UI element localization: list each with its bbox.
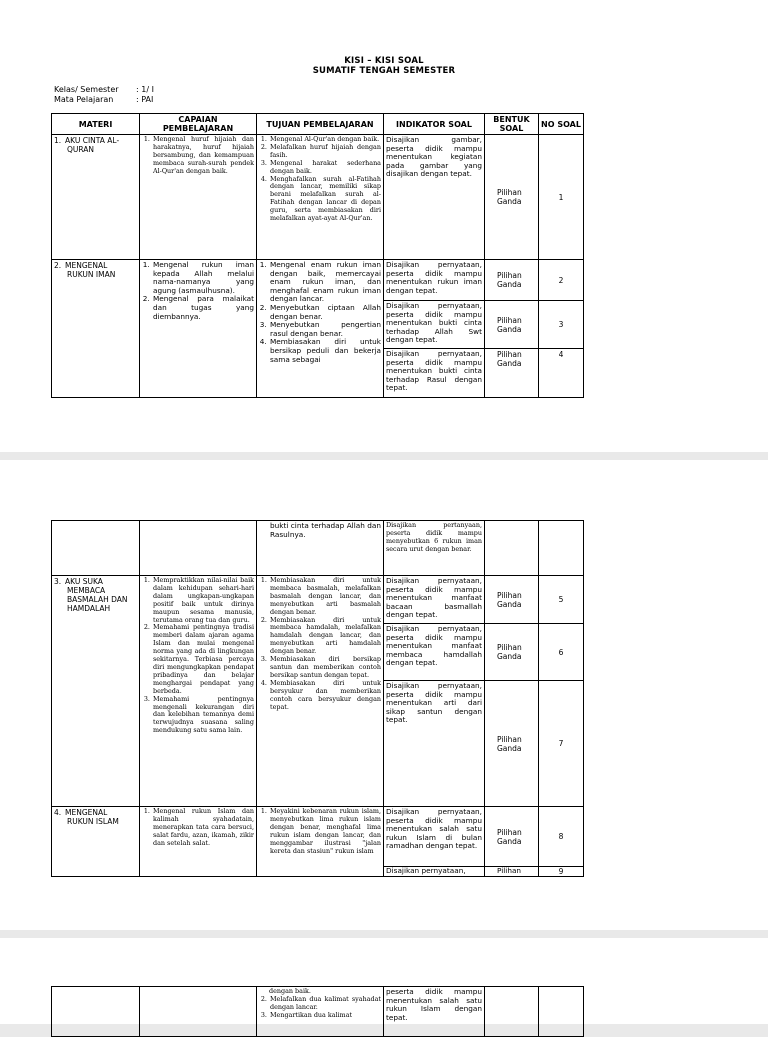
table-row: [52, 260, 584, 301]
capaian-cell: 1. Mengenal huruf hijaiah dan harakatnya, huruf hijaiah bersambung, dan kemampuan membaca surah-surah pendek Al-Qur'an dengan baik.: [140, 135, 257, 260]
document-subtitle: SUMATIF TENGAH SEMESTER: [312, 66, 456, 76]
page-3: [0, 938, 768, 1024]
bentuk-cell: Pilihan Ganda: [485, 624, 539, 681]
capaian-cell: [140, 521, 257, 576]
page-1: [0, 0, 768, 452]
no-cell: [539, 521, 584, 576]
no-cell: 6: [539, 624, 584, 681]
col-tujuan: TUJUAN PEMBELAJARAN: [257, 114, 384, 135]
indikator-cell: Disajikan pernyataan, peserta didik mampu menentukan manfaat membaca hamdallah dengan tepat.: [384, 624, 485, 681]
table-row: [52, 807, 584, 867]
capaian-cell: 1. Mempraktikkan nilai-nilai baik dalam kehidupan sehari-hari dalam ungkapan-ungkapan positif baik untuk dirinya maupun sesama manusia, terutama orang tua dan guru. 2. Memahami pentingnya tradisi memberi dalam ajaran agama Islam dan mulai mengenal norma yang ada di lingkungan sekitarnya. Terbiasa percaya diri mengungkapkan pendapat pribadinya dan belajar menghargai pendapat yang berbeda. 3. Memahami pentingnya mengenali kekurangan diri dan kelebihan temannya demi terwujudnya suasana saling mendukung satu sama lain.: [140, 576, 257, 807]
bentuk-cell: Pilihan Ganda: [485, 260, 539, 301]
table-row: [52, 521, 584, 576]
no-cell: 7: [539, 681, 584, 807]
col-bentuk: BENTUK SOAL: [485, 114, 539, 135]
tujuan-cell: 1. Membiasakan diri untuk membaca basmalah, melafalkan basmalah dengan lancar, dan menyebutkan arti basmalah dengan benar. 2. Membiasakan diri untuk membaca hamdalah, melafalkan hamdalah dengan lancar, dan menyebutkan arti hamdalah dengan benar. 3. Membiasakan diri bersikap santun dan memberikan contoh bersikap santun dengan tepat. 4. Membiasakan diri untuk bersyukur dan memberikan contoh cara bersyukur dengan tepat.: [257, 576, 384, 807]
table-row: [52, 987, 584, 1037]
capaian-cell: [140, 987, 257, 1037]
col-capaian: CAPAIAN PEMBELAJARAN: [140, 114, 257, 135]
bentuk-cell: Pilihan Ganda: [485, 576, 539, 624]
bentuk-cell: Pilihan Ganda: [485, 681, 539, 807]
capaian-cell: 1. Mengenal rukun Islam dan kalimah syahadatain, menerapkan tata cara bersuci, salat fardu, azan, ikamah, zikir dan setelah salat.: [140, 807, 257, 877]
mapel-label: Mata Pelajaran: [54, 95, 114, 104]
materi-cell: [52, 521, 140, 576]
indikator-cell: Disajikan pernyataan,: [384, 867, 485, 877]
col-indikator: INDIKATOR SOAL: [384, 114, 485, 135]
bentuk-cell: Pilihan: [485, 867, 539, 877]
no-cell: 5: [539, 576, 584, 624]
materi-cell: [52, 987, 140, 1037]
indikator-cell: Disajikan pernyataan, peserta didik mampu menentukan salah satu rukun Islam di bulan ramadhan dengan tepat.: [384, 807, 485, 867]
col-no: NO SOAL: [539, 114, 584, 135]
bentuk-cell: [485, 521, 539, 576]
table-header-row: [52, 114, 584, 135]
document-title: KISI – KISI SOAL: [344, 56, 424, 66]
indikator-cell: peserta didik mampu menentukan salah satu rukun Islam dengan tepat.: [384, 987, 485, 1037]
tujuan-cell: dengan baik. 2. Melafalkan dua kalimat syahadat dengan lancar. 3. Mengartikan dua kalimat: [257, 987, 384, 1037]
kisi-table-page-3: [51, 986, 584, 1037]
materi-cell: 2. MENGENAL RUKUN IMAN: [52, 260, 140, 398]
no-cell: 1: [539, 135, 584, 260]
tujuan-cell: 1. Mengenal Al-Qur'an dengan baik. 2. Melafalkan huruf hijaiah dengan fasih. 3. Mengenal harakat sederhana dengan baik. 4. Menghafalkan surah al-Fatihah dengan lancar, memiliki sikap berani melafalkan surah al-Fatihah dengan lancar di depan guru, serta membiasakan diri melafalkan ayat-ayat Al-Qur'an.: [257, 135, 384, 260]
materi-cell: 3. AKU SUKA MEMBACA BASMALAH DAN HAMDALAH: [52, 576, 140, 807]
bentuk-cell: Pilihan Ganda: [485, 301, 539, 349]
bentuk-cell: Pilihan Ganda: [485, 135, 539, 260]
materi-cell: 4. MENGENAL RUKUN ISLAM: [52, 807, 140, 877]
tujuan-cell: 1. Mengenal enam rukun iman dengan baik, memercayai enam rukun iman, dan menghafal enam rukun iman dengan lancar. 2. Menyebutkan ciptaan Allah dengan benar. 3. Menyebutkan pengertian rasul dengan benar. 4. Membiasakan diri untuk bersikap peduli dan bekerja sama sebagai: [257, 260, 384, 398]
bentuk-cell: [485, 987, 539, 1037]
indikator-cell: Disajikan pernyataan, peserta didik mampu menentukan arti dari sikap santun dengan tepat.: [384, 681, 485, 807]
table-row: [52, 135, 584, 260]
kelas-line: [54, 85, 154, 94]
indikator-cell: Disajikan pernyataan, peserta didik mampu menentukan manfaat bacaan basmallah dengan tepat.: [384, 576, 485, 624]
tujuan-cell: 1. Meyakini kebenaran rukun islam, menyebutkan lima rukun islam dengan benar, menghafal lima rukun islam dengan lancar, dan menggambar ilustrasi "jalan kereta dan stasiun" rukun islam: [257, 807, 384, 877]
indikator-cell: Disajikan pernyataan, peserta didik mampu menentukan rukun iman dengan tepat.: [384, 260, 485, 301]
mapel-value: : PAI: [136, 95, 154, 104]
kelas-label: Kelas/ Semester: [54, 85, 119, 94]
bentuk-cell: Pilihan Ganda: [485, 349, 539, 398]
no-cell: 3: [539, 301, 584, 349]
table-row: [52, 576, 584, 624]
no-cell: 4: [539, 349, 584, 398]
kisi-table-page-2: [51, 520, 584, 877]
col-materi: MATERI: [52, 114, 140, 135]
no-cell: [539, 987, 584, 1037]
no-cell: 8: [539, 807, 584, 867]
mapel-line: [54, 95, 153, 104]
indikator-cell: Disajikan pernyataan, peserta didik mampu menentukan bukti cinta terhadap Allah Swt dengan tepat.: [384, 301, 485, 349]
bentuk-cell: Pilihan Ganda: [485, 807, 539, 867]
page-2: [0, 460, 768, 930]
indikator-cell: Disajikan gambar, peserta didik mampu menentukan kegiatan pada gambar yang disajikan dengan tepat.: [384, 135, 485, 260]
no-cell: 9: [539, 867, 584, 877]
capaian-cell: 1. Mengenal rukun iman kepada Allah melalui nama-namanya yang agung (asmaulhusna). 2. Mengenal para malaikat dan tugas yang diembannya.: [140, 260, 257, 398]
indikator-cell: Disajikan pernyataan, peserta didik mampu menentukan bukti cinta terhadap Rasul dengan tepat.: [384, 349, 485, 398]
kisi-table-page-1: [51, 113, 584, 398]
tujuan-cell: bukti cinta terhadap Allah dan Rasulnya.: [257, 521, 384, 576]
indikator-cell: Disajikan pertanyaan, peserta didik mampu menyebutkan 6 rukun iman secara urut dengan benar.: [384, 521, 485, 576]
no-cell: 2: [539, 260, 584, 301]
kelas-value: : 1/ I: [136, 85, 154, 94]
materi-cell: 1. AKU CINTA AL- QURAN: [52, 135, 140, 260]
